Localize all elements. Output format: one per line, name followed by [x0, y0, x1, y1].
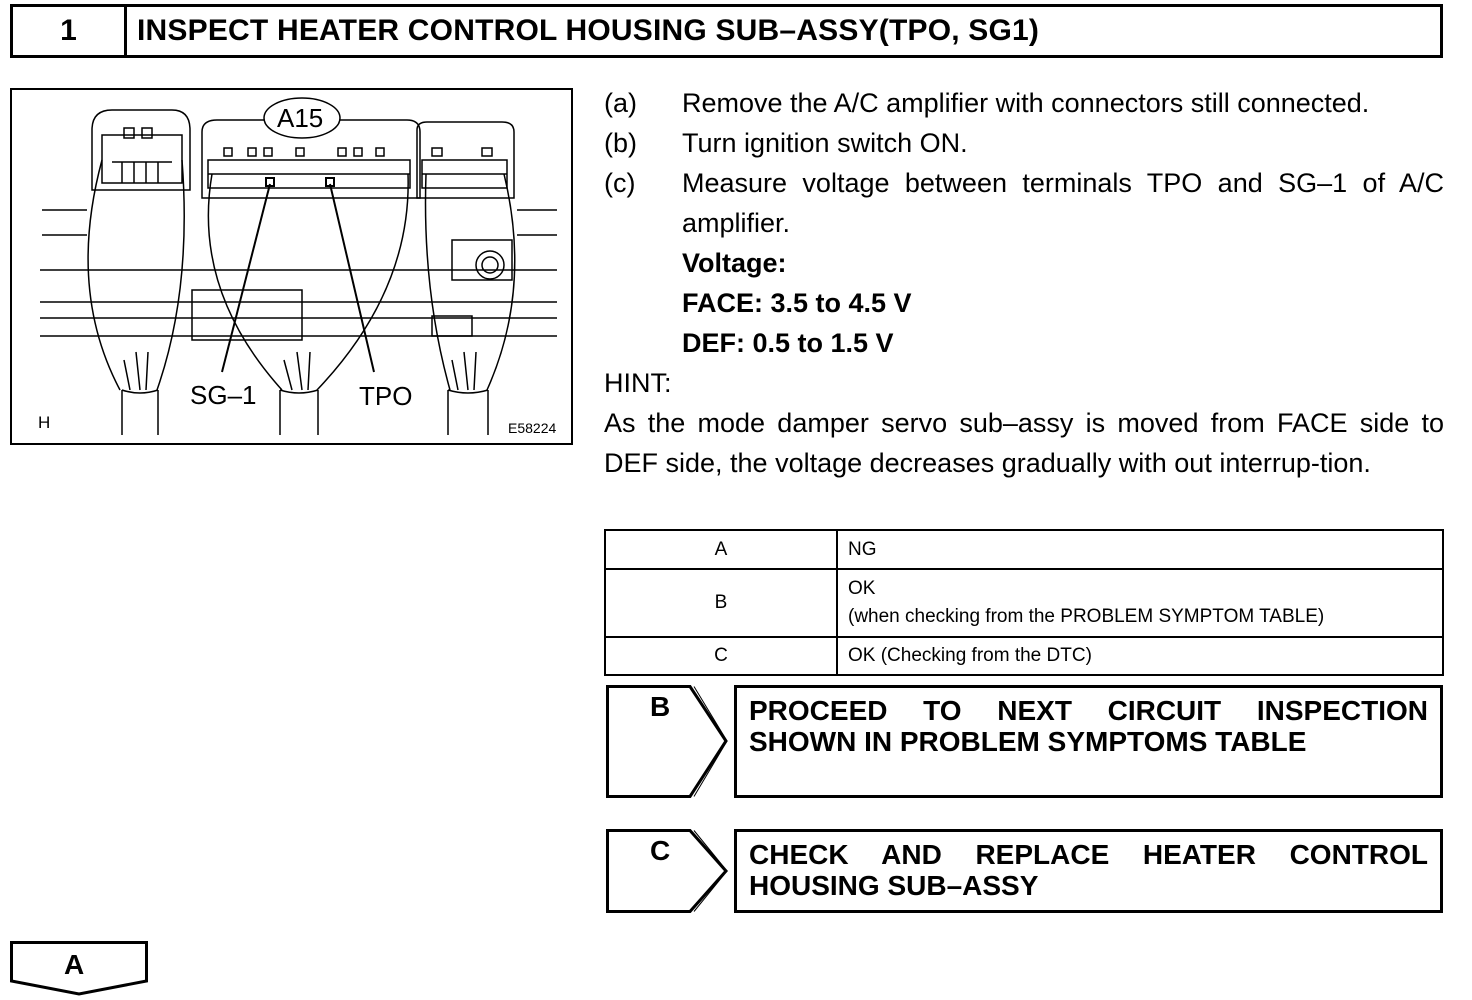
result-code: C — [605, 637, 837, 675]
outcome-c-action: CHECK AND REPLACE HEATER CONTROL HOUSING SUB–ASSY — [734, 829, 1443, 913]
step-label: (a) — [604, 88, 637, 118]
table-row — [605, 637, 1443, 675]
result-code: A — [605, 530, 837, 569]
step-b — [604, 123, 1444, 163]
outcome-b-action: PROCEED TO NEXT CIRCUIT INSPECTION SHOWN IN PROBLEM SYMPTOMS TABLE — [734, 685, 1443, 798]
result-code: B — [605, 569, 837, 637]
terminal-label-sg1: SG–1 — [190, 380, 257, 410]
step-text: Remove the A/C amplifier with connectors still connected. — [682, 88, 1370, 118]
step-text: Turn ignition switch ON. — [682, 128, 968, 158]
step-label: (c) — [604, 168, 636, 198]
step-a — [604, 83, 1444, 123]
step-header — [10, 4, 1443, 58]
result-table — [604, 529, 1444, 676]
result-text: OK — [848, 578, 876, 599]
step-text: Measure voltage between terminals TPO and SG–1 of A/C amplifier. — [682, 168, 1444, 238]
result-text: NG — [837, 530, 1443, 569]
step-number: 1 — [13, 7, 127, 55]
spec-heading: Voltage: — [682, 248, 787, 278]
spec-def: DEF: 0.5 to 1.5 V — [682, 328, 894, 358]
result-note: (when checking from the PROBLEM SYMPTOM TABLE) — [848, 606, 1325, 627]
connector-label-a15: A15 — [277, 103, 324, 133]
outcome-b-arrow — [606, 685, 728, 798]
next-step-letter: A — [64, 949, 85, 980]
outcome-letter: B — [650, 691, 671, 722]
spec-face: FACE: 3.5 to 4.5 V — [682, 288, 912, 318]
table-row — [605, 530, 1443, 569]
figure-code: E58224 — [508, 420, 557, 436]
connector-figure — [10, 88, 573, 445]
step-label: (b) — [604, 128, 637, 158]
step-title: INSPECT HEATER CONTROL HOUSING SUB–ASSY(TPO, SG1) — [137, 14, 1040, 47]
connector-illustration — [12, 90, 571, 443]
step-c — [604, 163, 1444, 243]
instructions — [604, 83, 1444, 483]
outcome-letter: C — [650, 835, 671, 866]
outcome-c-arrow — [606, 829, 728, 913]
result-text: OK (Checking from the DTC) — [837, 637, 1443, 675]
hint-label: HINT: — [604, 368, 672, 398]
figure-corner-label: H — [38, 413, 51, 432]
result-cell — [837, 569, 1443, 637]
next-step-a — [10, 941, 150, 996]
hint-text: As the mode damper servo sub–assy is moved from FACE side to DEF side, the voltage decreases gradually with out interrup-tion. — [604, 408, 1444, 478]
terminal-label-tpo: TPO — [359, 381, 413, 411]
table-row — [605, 569, 1443, 637]
